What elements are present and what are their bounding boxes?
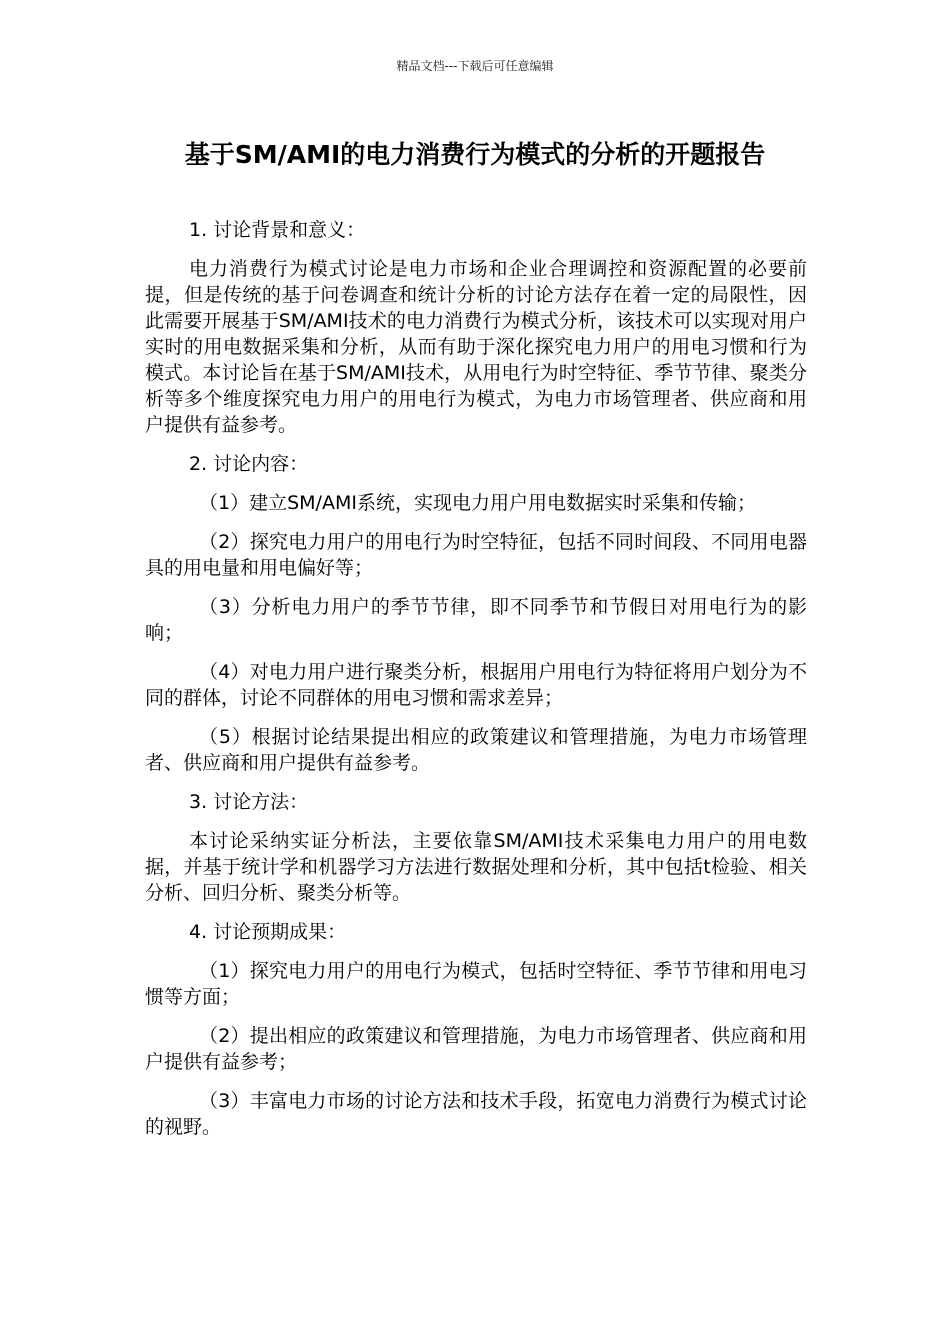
section-background <box>145 217 807 438</box>
list-item: （3）丰富电力市场的讨论方法和技术手段，拓宽电力消费行为模式讨论的视野。 <box>145 1090 807 1138</box>
page-header-note: 精品文档---下载后可任意编辑 <box>396 59 554 73</box>
section-method <box>145 789 807 906</box>
document-body <box>145 217 807 1153</box>
section-content <box>145 451 807 776</box>
section-heading: 3. 讨论方法： <box>189 791 309 813</box>
body-paragraph: 本讨论采纳实证分析法，主要依靠SM/AMI技术采集电力用户的用电数据，并基于统计学和机器学习方法进行数据处理和分析，其中包括t检验、相关分析、回归分析、聚类分析等。 <box>145 830 807 904</box>
list-item: （4）对电力用户进行聚类分析，根据用户用电行为特征将用户划分为不同的群体，讨论不同群体的用电习惯和需求差异； <box>145 661 807 709</box>
list-item: （3）分析电力用户的季节节律，即不同季节和节假日对用电行为的影响； <box>145 596 807 644</box>
list-item: （1）建立SM/AMI系统，实现电力用户用电数据实时采集和传输； <box>199 492 756 514</box>
section-heading: 1. 讨论背景和意义： <box>189 219 366 241</box>
list-item: （2）探究电力用户的用电行为时空特征，包括不同时间段、不同用电器具的用电量和用电偏好等； <box>145 531 807 579</box>
section-heading: 2. 讨论内容： <box>189 453 309 475</box>
section-heading: 4. 讨论预期成果： <box>189 921 347 943</box>
list-item: （5）根据讨论结果提出相应的政策建议和管理措施，为电力市场管理者、供应商和用户提供有益参考。 <box>145 726 807 774</box>
document-title: 基于SM/AMI的电力消费行为模式的分析的开题报告 <box>184 140 766 169</box>
section-expected-results <box>145 919 807 1140</box>
list-item: （1）探究电力用户的用电行为模式，包括时空特征、季节节律和用电习惯等方面； <box>145 960 807 1008</box>
body-paragraph: 电力消费行为模式讨论是电力市场和企业合理调控和资源配置的必要前提，但是传统的基于问卷调查和统计分析的讨论方法存在着一定的局限性，因此需要开展基于SM/AMI技术的电力消费行为模式分析，该技术可以实现对用户实时的用电数据采集和分析，从而有助于深化探究电力用户的用电习惯和行为模式。本讨论旨在基于SM/AMI技术，从用电行为时空特征、季节节律、聚类分析等多个维度探究电力用户的用电行为模式，为电力市场管理者、供应商和用户提供有益参考。 <box>145 258 807 436</box>
list-item: （2）提出相应的政策建议和管理措施，为电力市场管理者、供应商和用户提供有益参考； <box>145 1025 807 1073</box>
